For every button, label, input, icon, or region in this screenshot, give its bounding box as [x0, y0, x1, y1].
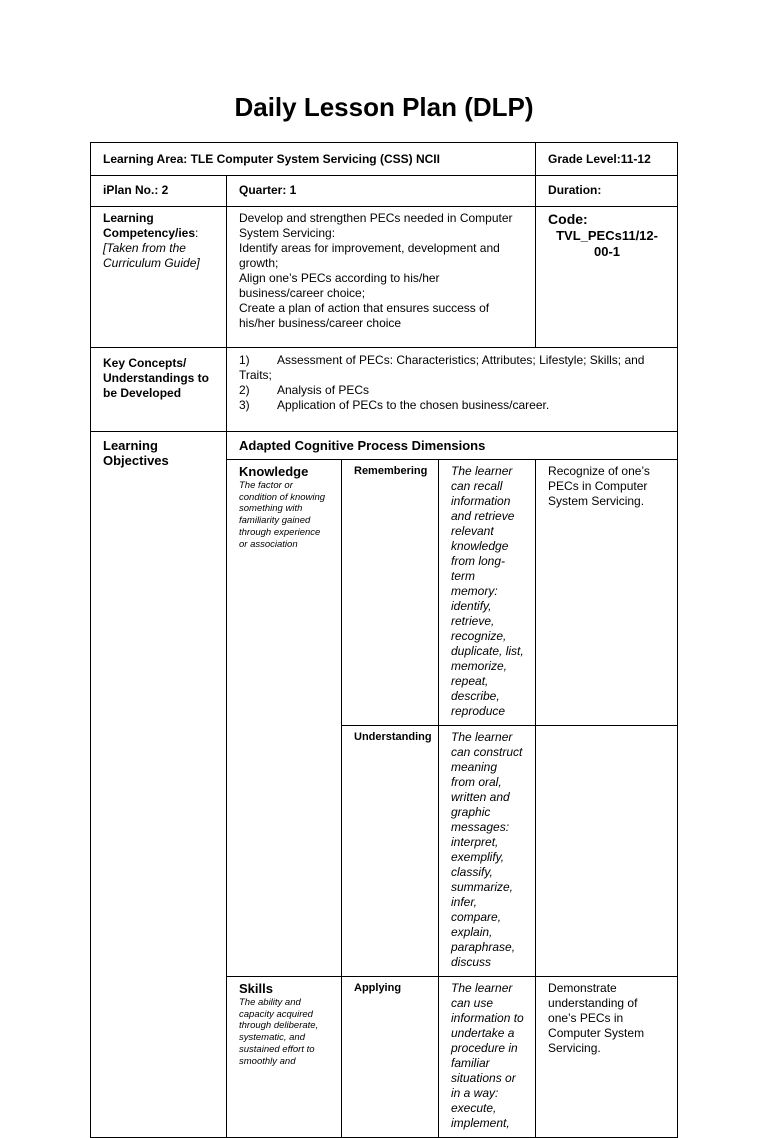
level-remembering-desc: The learner can recall information and retrieve relevant knowledge from long-term memory: identify, retrieve, recognize, duplicate, list, memorize, repeat, describe, reproduce: [439, 460, 536, 726]
objectives-header-row: [91, 432, 678, 460]
level-applying: Applying: [342, 977, 439, 1138]
key-concept-item: 2) Analysis of PECs: [239, 383, 370, 397]
iplan-row: [91, 176, 678, 207]
iplan-cell: iPlan No.: 2: [91, 176, 227, 207]
code-label: Code:: [548, 211, 588, 227]
code-cell: [536, 207, 678, 348]
competency-row: [91, 207, 678, 348]
cognitive-dimensions-header: Adapted Cognitive Process Dimensions: [227, 432, 678, 460]
skills-desc: The ability and capacity acquired through deliberate, systematic, and sustained effort to smoothly and: [239, 997, 319, 1067]
skills-title: Skills: [239, 981, 273, 996]
competency-label-colon: :: [195, 226, 199, 240]
page-title: Daily Lesson Plan (DLP): [234, 92, 534, 122]
objective-applying: Demonstrate understanding of one’s PECs in Computer System Servicing.: [536, 977, 678, 1138]
skills-cell: [227, 977, 342, 1138]
competency-content-cell: [227, 207, 536, 348]
competency-line: Develop and strengthen PECs needed in Computer System Servicing:: [239, 211, 513, 240]
level-remembering: Remembering: [342, 460, 439, 726]
key-concept-item: 1) Assessment of PECs: Characteristics; Attributes; Lifestyle; Skills; and Traits;: [239, 353, 645, 382]
key-concepts-label: Key Concepts/ Understandings to be Developed: [91, 348, 227, 432]
competency-line: Identify areas for improvement, development and growth;: [239, 241, 500, 270]
learning-area-cell: Learning Area: TLE Computer System Servicing (CSS) NCII: [91, 143, 536, 176]
level-understanding: Understanding: [342, 726, 439, 977]
knowledge-title: Knowledge: [239, 464, 309, 479]
competency-line: Align one’s PECs according to his/her business/career choice;: [239, 271, 440, 300]
code-value: TVL_PECs11/12-00-1: [556, 228, 658, 259]
learning-objectives-label: Learning Objectives: [91, 432, 227, 1138]
lesson-plan-table: [90, 142, 678, 1138]
grade-level-cell: Grade Level:11-12: [536, 143, 678, 176]
key-concept-item: 3) Application of PECs to the chosen business/career.: [239, 398, 550, 412]
duration-cell: Duration:: [536, 176, 678, 207]
objective-remembering: Recognize of one’s PECs in Computer System Servicing.: [536, 460, 678, 726]
knowledge-cell: [227, 460, 342, 977]
key-concepts-content-cell: [227, 348, 678, 432]
level-applying-desc: The learner can use information to undertake a procedure in familiar situations or in a way: execute, implement,: [439, 977, 536, 1138]
objective-understanding: [536, 726, 678, 977]
competency-label: Learning Competency/ies: [103, 211, 196, 240]
competency-line: Create a plan of action that ensures success of his/her business/career choice: [239, 301, 490, 330]
key-concepts-row: [91, 348, 678, 432]
quarter-cell: Quarter: 1: [227, 176, 536, 207]
knowledge-desc: The factor or condition of knowing something with familiarity gained through experience or association: [239, 480, 326, 550]
competency-note: [Taken from the Curriculum Guide]: [103, 241, 200, 270]
learning-area-row: [91, 143, 678, 176]
competency-label-cell: [91, 207, 227, 348]
level-understanding-desc: The learner can construct meaning from oral, written and graphic messages: interpret, exemplify, classify, summarize, infer, compare, explain, paraphrase, discuss: [439, 726, 536, 977]
